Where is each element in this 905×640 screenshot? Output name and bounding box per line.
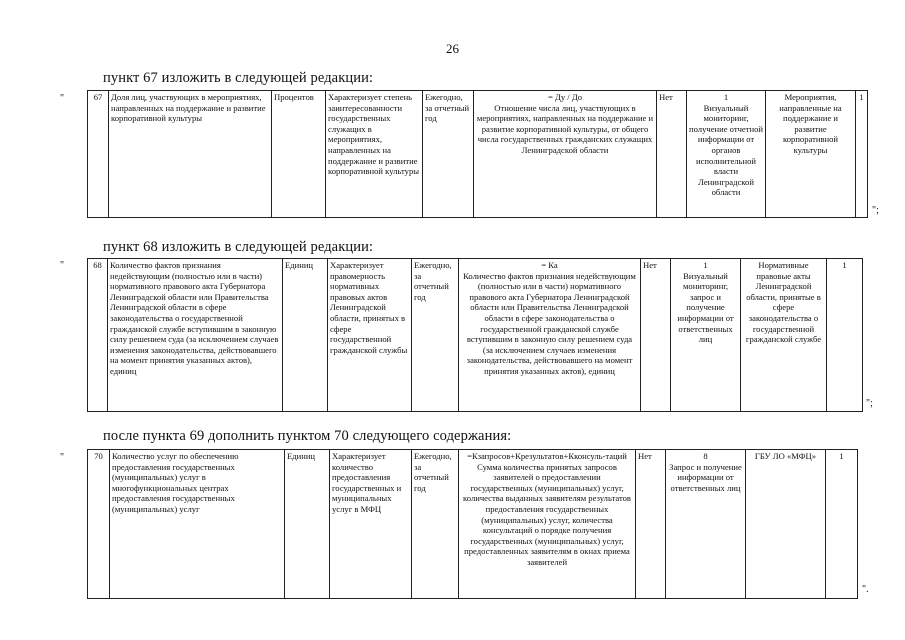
indicator-formula-description: Отношение числа лиц, участвующих в мероприятиях, направленных на поддержание и развитие корпоративной культуры, от общего числа государственных гражданских служащих Ленинградской области: [476, 102, 654, 155]
indicator-formula-description: Количество фактов признания недействующим (полностью или в части) нормативного правового акта Губернатора Ленинградской области или Правительства Ленинградской области в сфере законодательства о государственной гражданской службе вступившим в законную силу решением суда (за исключением случаев изменения законодательства, действовавшего на момент принятия указанных актов), единиц: [463, 270, 636, 376]
indicator-description: Характеризует правомерность нормативных правовых актов Ленинградской области, принятых в сфере государственной гражданской службы: [328, 259, 412, 412]
indicator-table-70: [87, 449, 858, 599]
indicator-flag: Нет: [657, 91, 687, 218]
indicator-name: Доля лиц, участвующих в мероприятиях, направленных на поддержание и развитие корпоративной культуры: [109, 91, 272, 218]
indicator-formula-cell: [459, 450, 636, 599]
page-number: 26: [446, 41, 459, 56]
indicator-unit: Процентов: [272, 91, 326, 218]
indicator-name: Количество услуг по обеспечению предоставления государственных (муниципальных) услуг в многофункциональных центрах предоставления государственных (муниципальных) услуг: [110, 450, 285, 599]
indicator-table-68: [87, 258, 863, 412]
method-description: Визуальный мониторинг, получение отчетной информации от органов исполнительной власти Ленинградской области: [689, 102, 763, 198]
section-heading-70: после пункта 69 дополнить пунктом 70 следующего содержания:: [103, 428, 512, 444]
indicator-formula-description: Сумма количества принятых запросов заявителей о предоставлении государственных (муниципальных) услуг, количества выданных заявителям результатов предоставления государственных (муниципальных) услуг, количества консультаций о порядке получения государственных (муниципальных) услуг, предоставленных заявителям в окнах приема заявителей: [463, 461, 631, 567]
row-number: 67: [88, 91, 109, 218]
indicator-formula: = Ду / До: [548, 92, 582, 102]
indicator-method-cell: [687, 91, 766, 218]
indicator-unit: Единиц: [283, 259, 328, 412]
indicator-formula: =Кзапросов+Крезультатов+Кконсуль-таций: [467, 451, 627, 461]
method-code: 1: [703, 260, 708, 270]
table-row: [88, 450, 858, 599]
indicator-formula: = Ка: [541, 260, 558, 270]
indicator-flag: Нет: [641, 259, 671, 412]
indicator-periodicity: Ежегодно, за отчетный год: [423, 91, 474, 218]
indicator-description: Характеризует количество предоставления государственных и муниципальных услуг в МФЦ: [330, 450, 412, 599]
open-quote: ": [60, 260, 65, 271]
indicator-description: Характеризует степень заинтересованности государственных служащих в мероприятиях, направленных на поддержание и развитие корпоративной культуры: [326, 91, 423, 218]
indicator-flag: Нет: [636, 450, 666, 599]
indicator-formula-cell: [474, 91, 657, 218]
method-code: 1: [723, 92, 729, 102]
row-number: 70: [88, 450, 110, 599]
indicator-method-cell: [666, 450, 746, 599]
close-quote: ";: [866, 398, 873, 409]
indicator-responsible: Нормативные правовые акты Ленинградской области, принятые в сфере законодательства о государственной гражданской службе: [741, 259, 827, 412]
method-code: 8: [703, 451, 708, 461]
section-heading-67: пункт 67 изложить в следующей редакции:: [103, 70, 374, 86]
table-row: [88, 259, 863, 412]
method-description: Запрос и получение информации от ответственных лиц: [669, 461, 742, 493]
indicator-periodicity: Ежегодно, за отчетный год: [412, 450, 459, 599]
close-quote: ".: [862, 584, 869, 595]
table-row: [88, 91, 868, 218]
indicator-method-cell: [671, 259, 741, 412]
indicator-last: 1: [827, 259, 863, 412]
row-number: 68: [88, 259, 108, 412]
indicator-last: 1: [856, 91, 868, 218]
section-heading-68: пункт 68 изложить в следующей редакции:: [103, 239, 374, 255]
close-quote: ";: [872, 205, 879, 216]
indicator-name: Количество фактов признания недействующим (полностью или в части) нормативного правового акта Губернатора Ленинградской области или Правительства Ленинградской области в сфере законодательства о государственной гражданской службе вступившим в законную силу решением суда (за исключением случаев изменения законодательства, действовавшего на момент принятия указанных актов), единиц: [108, 259, 283, 412]
indicator-unit: Единиц: [285, 450, 330, 599]
open-quote: ": [60, 93, 65, 104]
method-description: Визуальный мониторинг, запрос и получение информации от ответственных лиц: [677, 270, 734, 345]
indicator-table-67: [87, 90, 868, 218]
indicator-last: 1: [826, 450, 858, 599]
open-quote: ": [60, 452, 65, 463]
indicator-responsible: Мероприятия, направленные на поддержание и развитие корпоративной культуры: [766, 91, 856, 218]
indicator-responsible: ГБУ ЛО «МФЦ»: [746, 450, 826, 599]
indicator-formula-cell: [459, 259, 641, 412]
indicator-periodicity: Ежегодно, за отчетный год: [412, 259, 459, 412]
